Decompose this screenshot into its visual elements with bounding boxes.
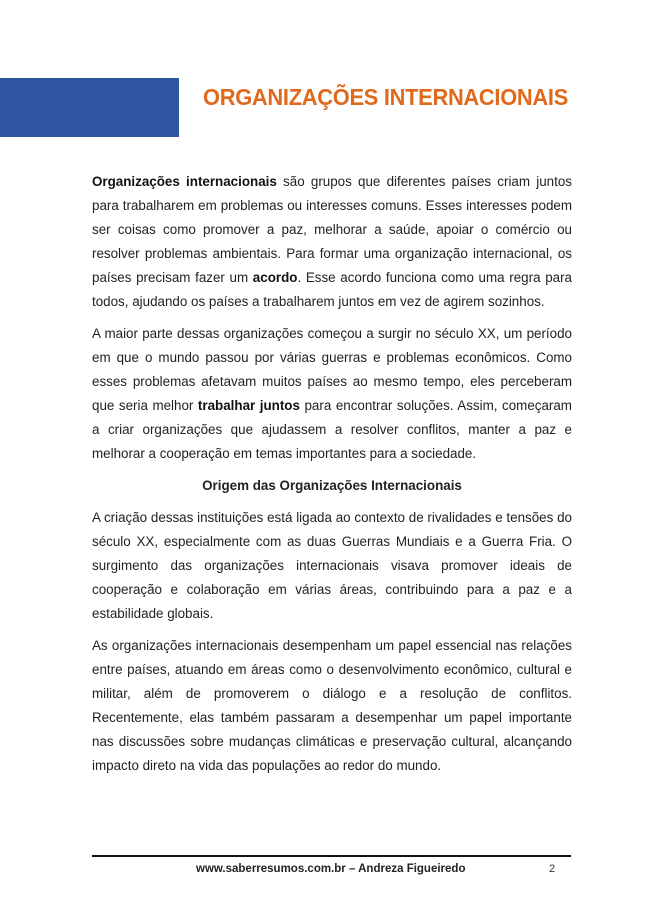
paragraph-text: são grupos que diferentes países criam juntos para trabalharem em problemas ou interesses comuns. Esses interesses podem ser coisas como promover a paz, melhorar a saúde, apoiar o comércio ou resolver problemas ambientais. Para formar uma organização internacional, os países precisam fazer um — [92, 174, 572, 285]
paragraph-text: A maior parte dessas organizações começou a surgir no século XX, um período em que o mundo passou por várias guerras e problemas econômicos. Como esses problemas afetavam muitos países ao mesmo tempo, eles perceberam que seria melhor — [92, 326, 572, 413]
document-body — [92, 170, 572, 786]
page-title: ORGANIZAÇÕES INTERNACIONAIS — [203, 84, 568, 110]
paragraph-text: para encontrar soluções. Assim, começaram a criar organizações que ajudassem a resolver conflitos, manter a paz e melhorar a cooperação em temas importantes para a sociedade. — [92, 398, 572, 461]
footer-divider — [92, 855, 571, 857]
paragraph-text: . Esse acordo funciona como uma regra para todos, ajudando os países a trabalharem juntos em vez de agirem sozinhos. — [92, 270, 572, 309]
paragraph-2 — [92, 322, 572, 466]
paragraph-1 — [92, 170, 572, 314]
bold-term: acordo — [252, 270, 298, 285]
section-heading: Origem das Organizações Internacionais — [202, 478, 462, 493]
page-number: 2 — [549, 863, 556, 875]
footer-credit: www.saberresumos.com.br – Andreza Figueiredo — [196, 863, 466, 875]
header-accent-bar — [0, 78, 179, 137]
bold-term: Organizações internacionais — [92, 174, 277, 189]
paragraph-3: A criação dessas instituições está ligada ao contexto de rivalidades e tensões do século XX, especialmente com as duas Guerras Mundiais e a Guerra Fria. O surgimento das organizações internacionais visava promover ideais de cooperação e colaboração em várias áreas, contribuindo para a paz e a estabilidade globais. — [92, 510, 572, 621]
paragraph-4: As organizações internacionais desempenham um papel essencial nas relações entre países, atuando em áreas como o desenvolvimento econômico, cultural e militar, além de promoverem o diálogo e a resolução de conflitos. Recentemente, elas também passaram a desempenhar um papel importante nas discussões sobre mudanças climáticas e preservação cultural, alcançando impacto direto na vida das populações ao redor do mundo. — [92, 638, 572, 773]
bold-term: trabalhar juntos — [197, 398, 300, 413]
